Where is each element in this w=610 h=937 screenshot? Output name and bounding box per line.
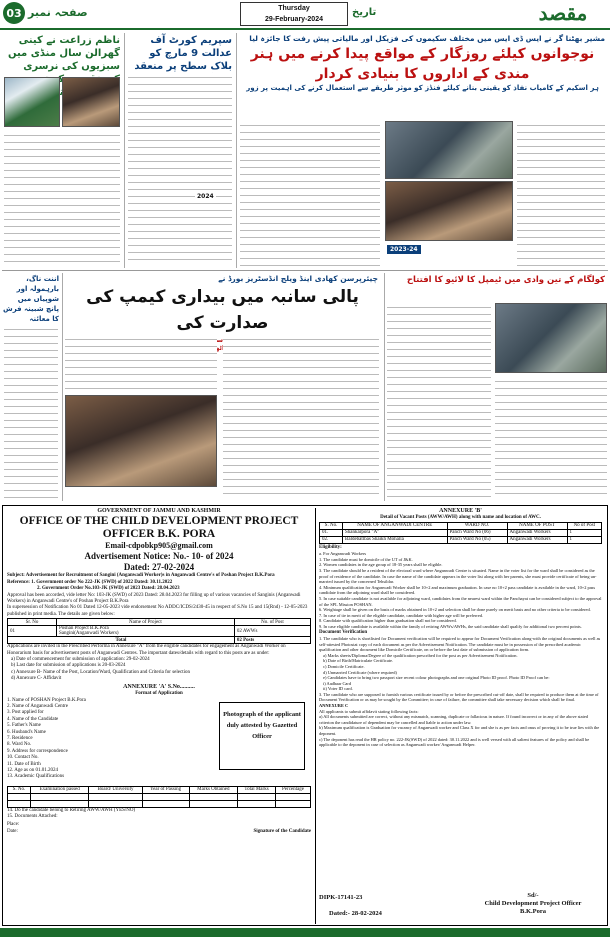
table-header: Percentage bbox=[276, 786, 311, 793]
ad-dates-list bbox=[7, 657, 311, 683]
list-item: 7. In case of tie in merit of the eligible candidate, candidate with higher age will be preferred. bbox=[319, 612, 484, 618]
list-item: a) Date of commencement for submission of application: 29-02-2024 bbox=[11, 657, 150, 663]
sd-mark: Sd/- bbox=[527, 892, 539, 899]
table-header: Sr. No bbox=[8, 619, 57, 626]
ad-posts-table bbox=[7, 618, 311, 644]
ad-left-column bbox=[7, 508, 311, 924]
table-row bbox=[8, 637, 311, 644]
lead-body-text-right bbox=[517, 121, 605, 266]
article-body-text-2 bbox=[495, 377, 607, 499]
ad-email: Email-cdpobkp905@gmail.com bbox=[105, 541, 213, 551]
form-field: 4. Name of the Candidate bbox=[7, 716, 59, 722]
table-row bbox=[8, 793, 311, 800]
table-cell: Panch Ward No (06) bbox=[447, 529, 507, 536]
ad-office-title: OFFICE OF THE CHILD DEVELOPMENT PROJECT OFFICER B.K. PORA bbox=[19, 515, 299, 541]
photo-placeholder-box: Photograph of the applicant duly attested by Gazetted Officer bbox=[219, 702, 305, 770]
date-label: تاریخ bbox=[352, 7, 377, 18]
place-label: Place: bbox=[7, 822, 20, 828]
year-badge: 2024 bbox=[197, 193, 214, 200]
list-item: 9. In case eligible candidate is available within the family of retiring AWWs/AWHs, the said candidate shall qualify for additional two percent points. bbox=[319, 623, 582, 629]
form-field: 5. Father's Name bbox=[7, 723, 41, 729]
form-field: 10. Contact No. bbox=[7, 755, 39, 761]
article-headline: اننت ناگ، بارہمولہ اور شوپیاں میں پانچ شبینہ فرش کا معائنہ bbox=[3, 275, 59, 323]
table-row bbox=[320, 536, 602, 543]
table-header: Name of Project bbox=[56, 619, 234, 626]
table-cell: 1 bbox=[567, 529, 601, 536]
form-field: 2. Name of Anganwadi Centre bbox=[7, 703, 68, 709]
table-cell: Anganwadi Workers bbox=[507, 529, 567, 536]
article-headline: کولگام کے تین وادی میں ٹیمپل کا لائیو کا افتتاح bbox=[406, 275, 605, 285]
lead-article bbox=[236, 33, 608, 268]
eligibility-list bbox=[319, 551, 602, 629]
ad-annexure-b-subtitle: Detail of Vacant Posts (AWW/AWH) along with name and location of AWC. bbox=[380, 515, 541, 521]
article-body-text bbox=[4, 325, 58, 499]
khadi-body-text bbox=[223, 335, 379, 499]
article-body-text bbox=[387, 303, 491, 499]
article-photo bbox=[62, 77, 120, 127]
table-header: S. No. bbox=[8, 786, 31, 793]
table-header: Board/ University bbox=[89, 786, 142, 793]
table-header: S. No. bbox=[320, 522, 343, 529]
form-field: 13. Academic Qualifications bbox=[7, 774, 65, 780]
list-item: i) Aadhaar Card bbox=[323, 680, 352, 686]
list-item: 6. Weightage shall be given on the basis of marks obtained in 10+2 and selection shall be done purely on merit basis and no other criteria to be considered. bbox=[319, 607, 591, 613]
list-item: ii) Voter ID card. bbox=[323, 686, 353, 692]
list-item: ANNEXURE C bbox=[319, 703, 349, 709]
form-fields bbox=[7, 698, 207, 781]
khadi-body-text-2 bbox=[65, 335, 217, 391]
page-label: صفحہ نمبر bbox=[28, 6, 88, 19]
ad-notice-date: Dated: 27-02-2024 bbox=[123, 562, 195, 573]
section-divider bbox=[2, 270, 608, 271]
lead-kicker: مشیر بھٹنا گر نے ایس ڈی ایس میں مختلف سکیموں کی فزیکل اور مالیاتی پیش رفت کا جائزہ لیا bbox=[249, 34, 605, 43]
list-item: b) Last date for submission of applications is 20-03-2024 bbox=[11, 663, 126, 669]
table-row bbox=[8, 800, 311, 807]
table-cell bbox=[56, 626, 234, 637]
table-header: No of Post bbox=[567, 522, 601, 529]
list-item: b) Maximum qualification is Graduation for vacancy of Anganwadi worker and Class X for and she is as per facts and onus of proving it to be true lies with the deponent. bbox=[319, 725, 600, 737]
lead-body-text-left bbox=[240, 121, 380, 266]
newspaper-logo: مقصد bbox=[538, 1, 588, 25]
list-item: a) Marks sheets/Diploma/Degree of the qualification prescribed for the post as per Advertisement Notification. bbox=[323, 652, 518, 658]
list-item: 5. In case suitable candidate is not available for adjoining ward, candidates from the nearest ward within the Panchayat can be considered subject to the approval of the SPL Mission POSHAN. bbox=[319, 595, 602, 607]
notes-list bbox=[319, 692, 602, 748]
article-photo bbox=[495, 303, 607, 373]
form-field: 7. Residence bbox=[7, 735, 33, 741]
ad-subject: Subject: Advertisement for Recruitment of Sangini (Anganwadi Worker)s in Anganwadi Centre's of Poshan Project B.K.Pora bbox=[7, 573, 275, 579]
officer-place: B.K.Pora bbox=[520, 908, 546, 915]
khadi-article bbox=[62, 273, 382, 501]
document-list bbox=[319, 653, 602, 692]
govt-advertisement bbox=[2, 505, 608, 926]
list-item: d) Unmarried Certificate (where required) bbox=[323, 669, 397, 675]
form-field: 8. Ward No. bbox=[7, 742, 32, 748]
ad-reference-1: Reference: 1. Government order No 222-JK (SWD) of 2022 Dated: 30.11.2022 bbox=[7, 579, 173, 585]
list-item: d) Annexure C- Affidavit bbox=[11, 676, 62, 682]
form-field: 3. Post applied for bbox=[7, 710, 44, 716]
list-item: 3. The candidate who are supposed to furnish various certificate issued by or before the prescribed cut-off date, shall be required to produce them at the time of Document Verification or as may be sought by the Committee; in case of failure, the committee shall take necessary decision which shall be final. bbox=[319, 691, 599, 703]
list-item: 2. Women candidates in the age group of 18-35 years shall be eligible. bbox=[319, 562, 443, 568]
ad-paragraph-1: Approval has been accorded, vide letter No: 103-JK (SWD) of 2023 Dated: 28.04.2023 for filling up of various vacancies of Sanginis (Anganwadi Workers) in Anganwadi Centre's of Poshan Project B.K.Pora bbox=[7, 592, 301, 605]
list-item: 1. The candidate must be domicile of the UT of J&K. bbox=[319, 556, 413, 562]
table-header: NAME OF ANGANWADI CENTRE bbox=[343, 522, 447, 529]
ad-notice-number: Advertisement Notice: No.- 10- of 2024 bbox=[84, 551, 234, 562]
form-field: 6. Husband's Name bbox=[7, 729, 46, 735]
ad-reference-2: 2. Government Order No.103-JK (SWD) of 2023 Dated: 28.04.2023 bbox=[37, 586, 180, 592]
table-cell: 1 bbox=[567, 536, 601, 543]
date-value: 29-February-2024 bbox=[265, 16, 323, 23]
article-headline: ناظم زراعت نے کینی گھرالن سال منڈی میں سبزیوں کی نرسری bbox=[7, 35, 120, 72]
page-footer-bar bbox=[0, 928, 610, 937]
table-row bbox=[8, 626, 311, 637]
lead-photo-officials bbox=[385, 181, 513, 241]
list-item: a) All documents submitted are correct, without any mismatch, scanning, duplicate or fallacious in nature. If found incorrect or in any of the above stated criterion the candidature of dependent may be cancelled and liable to action under law. bbox=[319, 714, 588, 725]
list-item: All applicants to submit affidavit stating following facts: bbox=[319, 708, 419, 714]
ad-qualification-table bbox=[7, 786, 311, 808]
application-form bbox=[7, 698, 311, 786]
date-label: Date: bbox=[7, 828, 18, 834]
khadi-kicker: چیئرپرسن کھادی اینڈ ویلج انڈسٹریز بورڈ نے bbox=[218, 274, 378, 283]
ad-govt-heading: GOVERNMENT OF JAMMU AND KASHMIR bbox=[97, 508, 221, 514]
article-left-mid bbox=[2, 273, 60, 501]
signature-label: Signature of the Candidate bbox=[253, 828, 311, 834]
form-field: 9. Address for correspondence bbox=[7, 748, 68, 754]
table-cell: 02 AWWs bbox=[234, 626, 310, 637]
ad-paragraph-2: In supersession of Notification No 01 Dated 12-05-2023 vide endorsement No ADDC/ICDS/2430-45 in respect of S.No 15 and 15(Rnd) - 12-05-2023 published in print media. The details are given below: bbox=[7, 605, 308, 617]
list-item: 3. The candidate should be a resident of the electoral ward where Anganwadi Centre is situated. Name in the voter list for the ward shall be considered as the proof of residence of the candidate. In case the name of the candidate appears in the voter list along with her parents, she must provide certificate of being un-married issued by the concerned Tehsildar. bbox=[319, 568, 597, 585]
post-type: Sangini(Anganwadi Workers) bbox=[58, 631, 119, 637]
table-header: NAME OF POST bbox=[507, 522, 567, 529]
ad-annexure-b-title: ANNEXURE 'B' bbox=[439, 508, 482, 514]
form-field: 1. Name of POSHAN Project B.K.Pora bbox=[7, 697, 86, 703]
project-name: Poshan Project B.K.Pora bbox=[58, 626, 109, 632]
article-left-top bbox=[2, 33, 122, 268]
table-cell: 01. bbox=[320, 529, 343, 536]
khadi-photo-group bbox=[65, 395, 217, 487]
page-number-badge: 03 bbox=[3, 2, 25, 24]
form-field-14: 14. Do the candidate belong to Retiring AWW/AWH (YES/NO) bbox=[7, 807, 136, 813]
ad-vacancy-table bbox=[319, 522, 602, 544]
table-header: Marks Obtained bbox=[189, 786, 237, 793]
form-field: 12. Age as on 01.01.2024 bbox=[7, 767, 58, 773]
list-item: a. For Anganwadi Workers bbox=[319, 551, 367, 557]
article-mid-top bbox=[124, 33, 234, 268]
table-cell: Panch Ward No (05) bbox=[447, 536, 507, 543]
list-item: b) Date of Birth/Matriculate Certificate. bbox=[323, 658, 394, 664]
list-item: 4. Minimum qualification for Anganwadi Worker shall be 10+2 and maximum graduation. In case no 10+2 pass candidate is available in the ward, 10+2 pass candidate from the adjoining ward shall be considered. bbox=[319, 584, 596, 596]
lead-headline: نوجوانوں کیلئے روزگار کے مواقع پیدا کرنے میں ہنر مندی کے اداروں کا بنیادی کردار bbox=[250, 46, 595, 82]
list-item: c) Domicile Certificate. bbox=[323, 663, 365, 669]
lead-year-badge: 2023-24 bbox=[387, 245, 421, 254]
table-cell: 02. bbox=[320, 536, 343, 543]
list-item: c) Annexure B- Name of the Post, Location/Ward, Qualification and Criteria for selection bbox=[11, 669, 190, 675]
khadi-headline: پالی سانبہ میں بیداری کیمپ کی صدارت کی bbox=[86, 287, 359, 333]
signature-row bbox=[7, 829, 311, 835]
list-item: e) Candidates have to bring two passport size recent colour photographs and one original Photo ID proof. Photo ID Proof can be: bbox=[323, 675, 550, 681]
ad-footer bbox=[319, 892, 603, 922]
table-header: WARD NO. bbox=[447, 522, 507, 529]
document-verification-text: 1. The candidate who is shortlisted for Document verification will be required to appear for Document Verification along-with the original documents as well as self-attested Photostat copy of each document as per the Advertisement Notification. The candidate must be in possession of the prescribed academic qualification and other document like Domicile Certificate, on or before the last date of submission of application form. bbox=[319, 635, 601, 653]
table-cell: Baldebatlbas Shaikh Mohalla bbox=[343, 536, 447, 543]
list-item: c) The deponent has read the HR policy no. 222-JK(SWD) of 2022 dated: 30.11.2022 and is well versed with all salient features of the policy and shall be applicable to the deponent in case of selection as Anganwadi worker/ Anganwadi Helper. bbox=[319, 736, 590, 748]
table-header: Total Marks bbox=[238, 786, 276, 793]
table-cell: 01 bbox=[8, 626, 57, 637]
issue-date: Dated:- 28-02-2024 bbox=[329, 910, 382, 917]
table-row bbox=[320, 529, 602, 536]
officer-title: Child Development Project Officer bbox=[484, 900, 582, 907]
masthead bbox=[0, 0, 610, 30]
table-cell: 02 Posts bbox=[234, 637, 310, 644]
article-headline: سپریم کورٹ آف عدالت 9 مارچ کو بلاک سطح پر منعقد bbox=[134, 35, 232, 72]
signatory-block bbox=[463, 892, 603, 916]
table-cell: Anganwadi Workers bbox=[507, 536, 567, 543]
form-field: 11. Date of Birth bbox=[7, 761, 41, 767]
ad-right-column bbox=[315, 508, 605, 924]
dipk-number: DIPK-17141-23 bbox=[319, 894, 363, 901]
form-field-15: 15. Documents Attached: bbox=[7, 813, 58, 819]
day-label: Thursday bbox=[278, 5, 310, 12]
date-box bbox=[240, 2, 348, 26]
article-right-mid bbox=[384, 273, 608, 501]
table-cell: Total bbox=[8, 637, 235, 644]
article-body-text bbox=[128, 73, 232, 266]
lead-photo-meeting bbox=[385, 121, 513, 179]
article-photo bbox=[4, 77, 60, 127]
list-item: 8. Candidate with qualification higher than graduation shall not be considered. bbox=[319, 618, 457, 624]
lead-subhead: ہر اسکیم کے کامیاب نفاذ کو یقینی بنانے کیلئے فنڈز کو موثر طریقے سے استعمال کرنے کی اہمیت پر زور bbox=[246, 84, 599, 92]
ad-annexure-a-title: ANNEXURE 'A' S.No.......... bbox=[123, 683, 195, 690]
table-cell: Shankarpora "A" bbox=[343, 529, 447, 536]
table-header: Examination passed bbox=[30, 786, 89, 793]
document-verification-title: Document Verification bbox=[319, 629, 368, 635]
ad-format-title: Format of Application bbox=[135, 691, 183, 697]
article-body-text bbox=[4, 131, 120, 266]
eligibility-title: Eligibility: bbox=[319, 544, 342, 550]
table-header: No. of Post bbox=[234, 619, 310, 626]
ad-paragraph-3: Applications are invited in the Prescribed Performa in Annexure "A" from the eligible candidates for engagement as Anganwadi Worker on Honorarium basis for advertisement posts of Anganwadi Centres. The important dates/details with regard to this posts are as under: bbox=[7, 644, 286, 656]
table-header: Year of Passing bbox=[142, 786, 189, 793]
